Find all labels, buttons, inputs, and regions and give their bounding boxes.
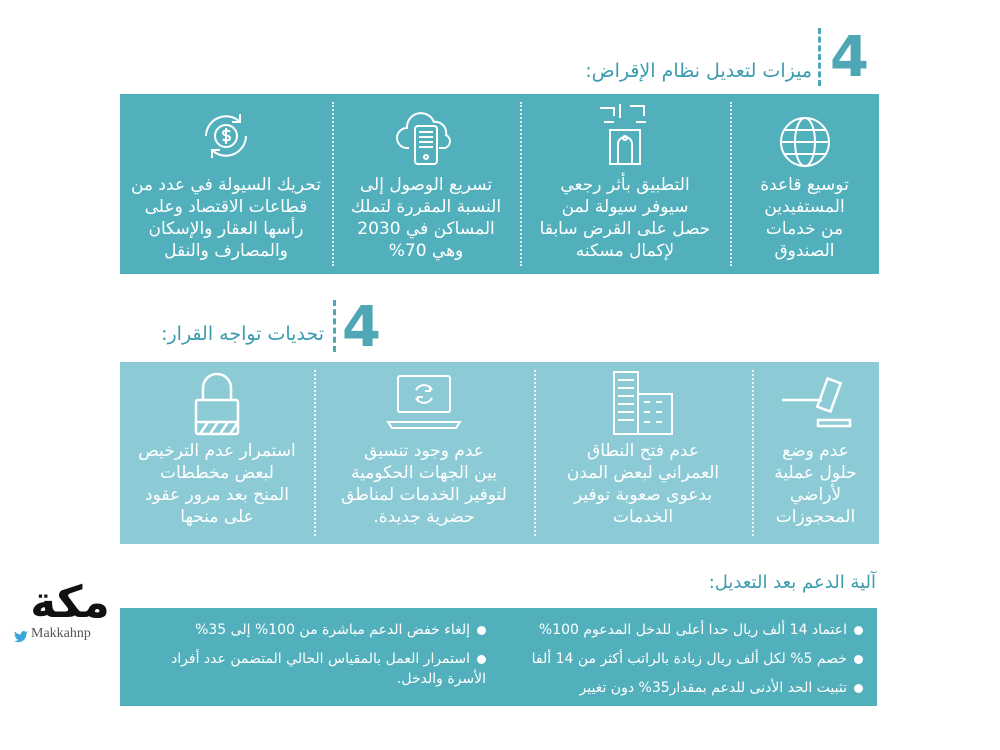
support-bullet-text: اعتماد 14 ألف ريال حدا أعلى للدخل المدعوم 100%: [538, 622, 847, 638]
advantage-card-retroactive: [520, 94, 730, 274]
advantage-card-ownership: [332, 94, 520, 274]
support-bullet-text: إلغاء خفض الدعم مباشرة من 100% إلى 35%: [195, 622, 470, 638]
challenge-card-licensing: [120, 362, 314, 544]
section2-title: تحديات تواجه القرار:: [161, 323, 324, 345]
logo-arabic: مكة: [30, 577, 110, 628]
support-bullet-text: تثبيت الحد الأدنى للدعم بمقدار35% دون تغيير: [579, 680, 847, 696]
challenge-text-coordination: عدم وجود تنسيق بين الجهات الحكومية لتوفير الخدمات لمناطق حضرية جديدة.: [341, 441, 507, 527]
support-bullet: [532, 649, 863, 669]
section3-title: آلية الدعم بعد التعديل:: [708, 572, 876, 593]
advantage-card-beneficiaries: [730, 94, 879, 274]
cloud-phone-icon: [391, 102, 461, 172]
advantages-row: [120, 94, 879, 274]
section1-title: ميزات لتعديل نظام الإقراض:: [585, 60, 812, 82]
gavel-icon: [778, 376, 854, 432]
bullet-dot: [477, 655, 486, 664]
buildings-icon: [608, 368, 678, 436]
advantage-text-beneficiaries: توسيع قاعدة المستفيدين من خدمات الصندوق: [760, 175, 849, 261]
challenges-row: [120, 362, 879, 544]
support-bullet: [195, 620, 486, 640]
bullet-dot: [477, 626, 486, 635]
logo-handle: Makkahnp: [31, 626, 91, 641]
divider: [332, 102, 334, 266]
section2-number: 4: [342, 295, 381, 360]
padlock-icon: [192, 370, 242, 438]
challenge-text-reserved-lands: عدم وضع حلول عملية لأراضي المحجوزات: [774, 441, 857, 527]
advantage-text-liquidity: تحريك السيولة في عدد من قطاعات الاقتصاد وعلى رأسها العقار والإسكان والمصارف والنقل: [130, 175, 321, 261]
bullet-dot: [854, 655, 863, 664]
support-bullet-text: استمرار العمل بالمقياس الحالي المتضمن عدد أفراد الأسرة والدخل.: [171, 651, 486, 687]
challenge-card-reserved-lands: [752, 362, 879, 544]
support-bullet: [539, 620, 863, 640]
makkah-logo: [10, 577, 130, 642]
support-bullet-text: خصم 5% لكل ألف ريال زيادة بالراتب أكثر من 14 ألفا: [531, 651, 847, 667]
challenge-text-urban: عدم فتح النطاق العمراني لبعض المدن بدعوى صعوبة توفير الخدمات: [566, 441, 720, 527]
twitter-bird-icon: [14, 628, 28, 640]
advantage-text-retroactive: التطبيق بأثر رجعي سيوفر سيولة لمن حصل على القرض سابقا لإكمال مسكنه: [539, 175, 711, 261]
bullet-dot: [854, 684, 863, 693]
globe-icon: [775, 112, 835, 172]
divider: [520, 102, 522, 266]
support-bullet: [171, 649, 486, 689]
monitor-sync-icon: [384, 372, 464, 432]
bullet-dot: [854, 626, 863, 635]
divider: [534, 370, 536, 536]
advantage-text-ownership: تسريع الوصول إلى النسبة المقررة لتملك المساكن في 2030 وهي 70%: [350, 175, 502, 261]
divider: [314, 370, 316, 536]
support-mechanism-box: [120, 608, 877, 706]
section1-divider: [818, 28, 824, 86]
money-cycle-icon: [194, 104, 258, 168]
challenge-card-coordination: [314, 362, 534, 544]
support-bullet: [580, 678, 863, 698]
challenge-text-licensing: استمرار عدم الترخيص لبعض مخططات المنح بعد مرور عقود على منحها: [138, 441, 296, 527]
section1-number: 4: [830, 25, 869, 90]
logo-handle-row: [10, 626, 130, 642]
challenge-card-urban: [534, 362, 752, 544]
circuit-hand-icon: [590, 100, 660, 172]
section2-divider: [333, 300, 339, 352]
divider: [730, 102, 732, 266]
advantage-card-liquidity: [120, 94, 332, 274]
divider: [752, 370, 754, 536]
